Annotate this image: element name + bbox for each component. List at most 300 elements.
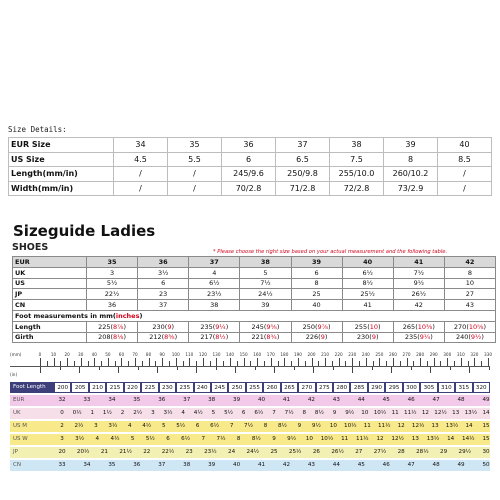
measurement-mm: 240 <box>455 333 469 342</box>
conversion-value: 13 <box>431 423 439 429</box>
ruler-tick <box>128 361 129 366</box>
sizeguide-cell: 41 <box>342 300 393 311</box>
conversion-value: 10½ <box>344 423 357 429</box>
ruler-inch-tick <box>274 367 275 373</box>
conversion-band <box>54 382 490 393</box>
conversion-value: 13½ <box>426 436 440 442</box>
measurement-paren-open: ( <box>212 322 216 331</box>
foot-length-cell: 240 <box>194 382 211 393</box>
size-details-cell: 36 <box>222 138 276 153</box>
ruler-tick <box>352 358 353 366</box>
measurement-paren-open: ( <box>212 333 216 342</box>
measurement-mm: 217 <box>200 333 213 342</box>
conversion-row <box>10 434 490 445</box>
conversion-value: 40 <box>257 397 266 403</box>
size-details-cell: / <box>168 167 222 182</box>
measurement-cell <box>291 332 342 343</box>
measurement-paren-open: ( <box>318 333 321 342</box>
conversion-value: 4½ <box>142 423 152 429</box>
size-details-cell: 250/9.8 <box>276 167 330 182</box>
conversion-value: 10 <box>305 436 313 442</box>
ruler-tick <box>468 361 469 366</box>
measurement-paren-close: ) <box>171 322 175 331</box>
conversion-value: 3½ <box>108 423 118 429</box>
conversion-value: 20 <box>58 449 66 455</box>
measurement-paren-close: ) <box>276 333 280 342</box>
sizeguide-cell: 8½ <box>342 278 393 289</box>
conversion-value: 11 <box>363 423 371 429</box>
conversion-value: 9½ <box>311 423 321 429</box>
conversion-value: 4½ <box>110 436 120 442</box>
conversion-row-label: EUR <box>10 395 54 406</box>
conversion-value: 30 <box>482 449 490 455</box>
ruler-number: 150 <box>239 352 248 357</box>
ruler-tick <box>115 361 116 366</box>
conversion-value: 23½ <box>204 449 217 455</box>
conversion-value: 44 <box>357 397 365 403</box>
ruler-number: 330 <box>484 352 492 357</box>
conversion-value: 10 <box>329 423 337 429</box>
foot-heading-unit: inches <box>115 311 140 320</box>
conversion-value: 2½ <box>133 410 143 416</box>
ruler-tick <box>325 358 326 366</box>
conversion-row <box>10 447 490 458</box>
conversion-value: 41 <box>257 462 266 468</box>
conversion-value: 6½ <box>210 423 220 429</box>
conversion-value: 32 <box>58 397 66 403</box>
conversion-value: 50 <box>482 462 490 468</box>
sizeguide-cell: 27 <box>444 289 495 300</box>
sizeguide-cell: 42 <box>393 300 444 311</box>
sizeguide-note: * Please choose the right size based on your actual measurement and the following table. <box>213 249 448 255</box>
size-details-row-label: Length(mm/in) <box>9 167 114 182</box>
ruler-mm-label: (mm) <box>10 352 22 357</box>
ruler-tick <box>305 361 306 366</box>
ruler-tick <box>183 361 184 366</box>
ruler-tick <box>244 358 245 366</box>
conversion-value: 5½ <box>176 423 186 429</box>
size-details-cell: 4.5 <box>114 152 168 167</box>
measurement-paren-open: ( <box>369 333 372 342</box>
sizeguide-cell: 25½ <box>342 289 393 300</box>
conversion-value: 33 <box>58 462 66 468</box>
measurement-inches: 9⅞ <box>317 322 328 331</box>
conversion-value: 6 <box>195 423 200 429</box>
size-details-cell: 6.5 <box>276 152 330 167</box>
conversion-value: 49 <box>482 397 490 403</box>
ruler-tick <box>474 358 475 366</box>
conversion-value: 12 <box>397 423 405 429</box>
sizeguide-cell: 25 <box>291 289 342 300</box>
foot-length-cell: 210 <box>89 382 106 393</box>
sizeguide-header-cell: 38 <box>240 257 291 268</box>
measurement-mm: 212 <box>149 333 162 342</box>
conversion-value: 11 <box>391 410 399 416</box>
measurement-paren-close: ) <box>327 322 331 331</box>
measurement-cell <box>393 332 444 343</box>
conversion-band <box>54 434 490 445</box>
size-details-cell: 5.5 <box>168 152 222 167</box>
conversion-value: 4 <box>128 423 132 429</box>
foot-measurements-heading <box>13 310 496 321</box>
conversion-value: 39 <box>233 397 241 403</box>
conversion-value: 47 <box>432 397 440 403</box>
conversion-value: 13 <box>411 436 419 442</box>
ruler-tick <box>88 361 89 366</box>
measurement-cell <box>444 321 495 332</box>
sizeguide-header-label: EUR <box>13 257 87 268</box>
measurement-inches: 9½ <box>470 333 482 342</box>
ruler-tick <box>81 358 82 366</box>
ruler-tick <box>67 358 68 366</box>
conversion-value: 4 <box>95 436 100 442</box>
conversion-value: 12½ <box>411 423 425 429</box>
ruler-number: 130 <box>212 352 221 357</box>
conversion-band <box>54 395 490 406</box>
size-details-cell: 40 <box>438 138 492 153</box>
conversion-value: 21 <box>100 449 108 455</box>
sizeguide-row-label: CN <box>13 300 87 311</box>
sizeguide-cell: 5½ <box>87 278 138 289</box>
conversion-value: 3½ <box>163 410 173 416</box>
ruler-inch-tick <box>450 367 451 370</box>
ruler-number: 220 <box>334 352 343 357</box>
measurement-paren-close: ) <box>483 322 486 331</box>
ruler-inch-tick <box>216 367 217 370</box>
conversion-value: 38 <box>208 397 216 403</box>
measurement-mm: 230 <box>356 333 370 342</box>
conversion-row-label: US W <box>10 434 54 445</box>
measurement-paren-open: ( <box>367 322 370 331</box>
ruler-number: 320 <box>470 352 479 357</box>
sizeguide-cell: 23 <box>138 289 189 300</box>
conversion-row-label: Foot Length <box>10 382 54 393</box>
conversion-value: 40 <box>233 462 241 468</box>
ruler-number: 50 <box>105 352 111 357</box>
ruler-tick <box>447 358 448 366</box>
size-details-row <box>9 181 492 196</box>
conversion-row <box>10 460 490 471</box>
measurement-ruler <box>10 352 490 382</box>
ruler-inch-tick <box>430 367 431 373</box>
conversion-value: 34 <box>108 397 116 403</box>
sizeguide-cell: 37 <box>138 300 189 311</box>
conversion-row <box>10 395 490 406</box>
sizeguide-cell: 43 <box>444 300 495 311</box>
ruler-tick <box>454 361 455 366</box>
measurement-paren-close: ) <box>123 333 127 342</box>
ruler-tick <box>420 358 421 366</box>
measurement-inches: 9¼ <box>215 322 226 331</box>
conversion-value: 22 <box>143 449 151 455</box>
sizeguide-cell: 24½ <box>240 289 291 300</box>
conversion-value: 6 <box>241 410 246 416</box>
sizeguide-cell: 6 <box>291 267 342 278</box>
ruler-tick <box>373 361 374 366</box>
measurement-inches: 9 <box>320 333 325 342</box>
conversion-value: 42 <box>282 462 291 468</box>
sizeguide-row-label: UK <box>13 267 87 278</box>
conversion-value: 6½ <box>181 436 191 442</box>
conversion-row <box>10 382 490 393</box>
measurement-paren-close: ) <box>174 333 178 342</box>
conversion-row <box>10 421 490 432</box>
measurement-inches: 9¼ <box>419 333 431 342</box>
ruler-tick <box>135 358 136 366</box>
sizeguide-header-cell: 35 <box>87 257 138 268</box>
sizeguide-header-cell: 40 <box>342 257 393 268</box>
size-details-row <box>9 167 492 182</box>
measurement-cell <box>189 332 240 343</box>
size-details-cell: 39 <box>384 138 438 153</box>
conversion-value: 36 <box>133 462 141 468</box>
conversion-value: 35 <box>133 397 141 403</box>
sizeguide-header-cell: 39 <box>291 257 342 268</box>
measurement-paren-open: ( <box>466 322 469 331</box>
size-details-cell: 260/10.2 <box>384 167 438 182</box>
sizeguide-cell: 23½ <box>189 289 240 300</box>
conversion-value: 39 <box>208 462 216 468</box>
conversion-value: 7½ <box>284 410 294 416</box>
conversion-row-label: UK <box>10 408 54 419</box>
measurement-paren-close: ) <box>430 333 433 342</box>
conversion-value: 11 <box>341 436 349 442</box>
sizeguide-cell: 10 <box>444 278 495 289</box>
conversion-value: 12 <box>376 436 384 442</box>
ruler-inch-tick <box>177 367 178 370</box>
ruler-number: 120 <box>198 352 207 357</box>
ruler-tick <box>312 358 313 366</box>
ruler-tick <box>318 361 319 366</box>
ruler-number: 110 <box>185 352 194 357</box>
conversion-value: 45 <box>357 462 365 468</box>
ruler-tick <box>189 358 190 366</box>
conversion-value: 38 <box>183 462 191 468</box>
conversion-value: 44 <box>332 462 340 468</box>
conversion-value: 24½ <box>246 449 260 455</box>
measurement-mm: 226 <box>305 333 319 342</box>
conversion-value: 14 <box>447 436 455 442</box>
sizeguide-cell: 7½ <box>240 278 291 289</box>
sizeguide-header-cell: 41 <box>393 257 444 268</box>
conversion-value: 46 <box>407 397 415 403</box>
measurement-cell <box>342 332 393 343</box>
size-details-row-label: EUR Size <box>9 138 114 153</box>
foot-length-cell: 225 <box>141 382 158 393</box>
ruler-inch-tick <box>118 367 119 373</box>
measurement-inches: 8⅛ <box>113 333 124 342</box>
conversion-value: 8½ <box>277 423 287 429</box>
conversion-value: 26 <box>312 449 320 455</box>
ruler-tick <box>74 361 75 366</box>
ruler-tick <box>264 361 265 366</box>
ruler-tick <box>47 361 48 366</box>
size-details-cell: 37 <box>276 138 330 153</box>
ruler-tick <box>440 361 441 366</box>
conversion-value: 46 <box>382 462 390 468</box>
measurement-paren-open: ( <box>161 333 165 342</box>
foot-length-cell: 300 <box>403 382 420 393</box>
conversion-value: 37 <box>158 462 166 468</box>
ruler-tick <box>359 361 360 366</box>
size-details-cell: 34 <box>114 138 168 153</box>
ruler-tick <box>149 358 150 366</box>
conversion-value: 7 <box>272 410 276 416</box>
size-conversion-chart <box>10 382 490 473</box>
ruler-tick <box>434 358 435 366</box>
foot-length-cell: 305 <box>420 382 437 393</box>
conversion-value: 33 <box>83 397 91 403</box>
sizeguide-cell: 39 <box>240 300 291 311</box>
sizeguide-header-cell: 37 <box>189 257 240 268</box>
conversion-value: 3 <box>94 423 98 429</box>
conversion-value: 8 <box>236 436 241 442</box>
size-details-caption: Size Details: <box>8 125 67 134</box>
sizeguide-row <box>13 300 496 311</box>
measurement-mm: 230 <box>152 322 165 331</box>
ruler-number: 250 <box>375 352 384 357</box>
sizeguide-cell: 22½ <box>87 289 138 300</box>
conversion-value: 9½ <box>345 410 355 416</box>
ruler-number: 30 <box>78 352 84 357</box>
conversion-value: 5½ <box>224 410 234 416</box>
sizeguide-cell: 9½ <box>393 278 444 289</box>
conversion-value: 2 <box>120 410 125 416</box>
conversion-value: 28 <box>397 449 405 455</box>
conversion-value: 11½ <box>377 423 391 429</box>
sizeguide-row <box>13 267 496 278</box>
conversion-value: 41 <box>282 397 291 403</box>
measurement-mm: 265 <box>402 322 416 331</box>
size-details-cell: 73/2.9 <box>384 181 438 196</box>
measurement-row-label: Girth <box>13 332 87 343</box>
size-details-cell: 245/9.6 <box>222 167 276 182</box>
conversion-value: 5 <box>161 423 166 429</box>
sizeguide-title: Sizeguide Ladies <box>13 222 156 240</box>
measurement-paren-open: ( <box>263 333 267 342</box>
measurement-cell <box>138 321 189 332</box>
measurement-cell <box>444 332 495 343</box>
measurement-inches: 9 <box>167 322 172 331</box>
sizeguide-row <box>13 278 496 289</box>
measurement-paren-open: ( <box>417 333 420 342</box>
measurement-inches: 9⅝ <box>266 322 277 331</box>
measurement-inches: 8½ <box>215 333 226 342</box>
conversion-value: 5½ <box>145 436 155 442</box>
size-details-cell: 35 <box>168 138 222 153</box>
sizeguide-cell: 36 <box>87 300 138 311</box>
ruler-tick <box>339 358 340 366</box>
sizeguide-cell: 7½ <box>393 267 444 278</box>
conversion-value: 4½ <box>193 410 203 416</box>
conversion-value: 3½ <box>75 436 85 442</box>
conversion-band <box>54 421 490 432</box>
ruler-tick <box>169 361 170 366</box>
conversion-value: 0 <box>60 410 64 416</box>
ruler-inch-tick <box>235 367 236 373</box>
conversion-row-label: US M <box>10 421 54 432</box>
measurement-cell <box>240 321 291 332</box>
sizeguide-row <box>13 289 496 300</box>
size-details-cell: 72/2.8 <box>330 181 384 196</box>
measurement-paren-close: ) <box>276 322 280 331</box>
foot-length-cell: 230 <box>159 382 176 393</box>
size-details-cell: 70/2.8 <box>222 181 276 196</box>
sizeguide-cell: 3 <box>87 267 138 278</box>
ruler-tick <box>481 361 482 366</box>
conversion-value: 4 <box>181 410 185 416</box>
ruler-number: 180 <box>280 352 289 357</box>
ruler-tick <box>400 361 401 366</box>
conversion-value: 48 <box>457 397 465 403</box>
ruler-number: 160 <box>253 352 262 357</box>
measurement-paren-close: ) <box>123 322 127 331</box>
conversion-value: 28½ <box>416 449 429 455</box>
conversion-value: 15 <box>482 423 490 429</box>
measurement-cell <box>87 321 138 332</box>
size-details-row <box>9 138 492 153</box>
conversion-value: 1 <box>90 410 95 416</box>
conversion-value: 13½ <box>464 410 478 416</box>
measurement-paren-close: ) <box>432 322 435 331</box>
sizeguide-cell: 8 <box>291 278 342 289</box>
conversion-value: 43 <box>332 397 340 403</box>
conversion-value: 12 <box>421 410 429 416</box>
conversion-value: 21½ <box>119 449 132 455</box>
conversion-value: 48 <box>432 462 440 468</box>
measurement-paren-close: ) <box>324 333 328 342</box>
ruler-tick <box>250 361 251 366</box>
size-details-cell: / <box>114 167 168 182</box>
ruler-tick <box>393 358 394 366</box>
ruler-tick <box>155 361 156 366</box>
ruler-number: 20 <box>64 352 70 357</box>
ruler-number: 40 <box>91 352 97 357</box>
ruler-tick <box>223 361 224 366</box>
conversion-value: 7½ <box>244 423 254 429</box>
ruler-number: 230 <box>348 352 357 357</box>
conversion-value: 14 <box>465 423 473 429</box>
size-details-cell: 7.5 <box>330 152 384 167</box>
measurement-mm: 225 <box>98 322 111 331</box>
conversion-band <box>54 460 490 471</box>
sizeguide-subtitle: SHOES <box>12 242 49 253</box>
foot-heading-prefix: Foot measurements in mm( <box>15 311 116 320</box>
size-details-cell: 8.5 <box>438 152 492 167</box>
measurement-paren-close: ) <box>481 333 484 342</box>
conversion-value: 29½ <box>458 449 472 455</box>
conversion-value: 27 <box>355 449 363 455</box>
foot-length-cell: 220 <box>124 382 141 393</box>
ruler-tick <box>379 358 380 366</box>
conversion-value: 3 <box>151 410 155 416</box>
ruler-number: 140 <box>226 352 235 357</box>
conversion-value: 9½ <box>287 436 297 442</box>
ruler-in-label: (in) <box>10 372 18 377</box>
size-details-cell: / <box>438 167 492 182</box>
conversion-value: 8 <box>263 423 268 429</box>
measurement-paren-open: ( <box>415 322 418 331</box>
measurement-inches: 10 <box>369 322 379 331</box>
conversion-value: 23 <box>185 449 193 455</box>
foot-measurements-heading-row <box>13 310 496 321</box>
ruler-number: 260 <box>388 352 397 357</box>
conversion-value: 45 <box>382 397 390 403</box>
foot-length-cell: 320 <box>473 382 490 393</box>
sizeguide-header-row <box>13 257 496 268</box>
conversion-value: 3 <box>60 436 64 442</box>
foot-length-cell: 250 <box>228 382 245 393</box>
